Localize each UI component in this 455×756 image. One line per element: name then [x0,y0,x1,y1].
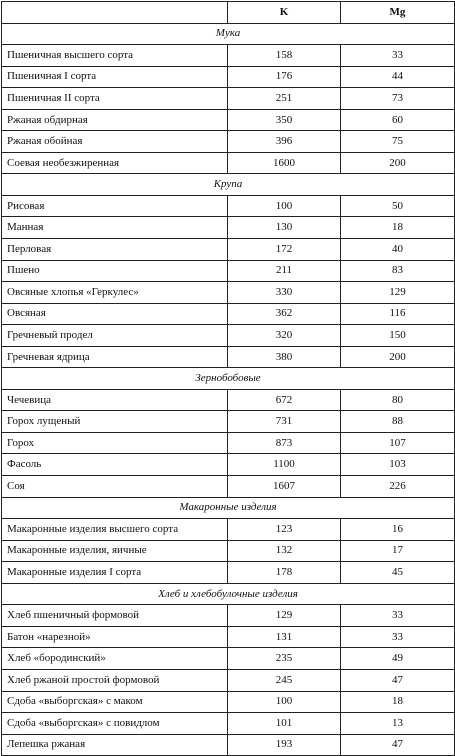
potassium-cell: 123 [228,519,341,541]
potassium-cell: 132 [228,540,341,562]
table-row [2,260,455,282]
product-name-cell: Батон «нарезной» [2,626,228,648]
product-name-cell: Пшеничная высшего сорта [2,45,228,67]
product-name-cell: Пшено [2,260,228,282]
potassium-cell: 251 [228,88,341,110]
product-name-cell: Сдоба «выборгская» с повидлом [2,713,228,735]
magnesium-cell: 150 [341,325,455,347]
product-name-cell: Рисовая [2,195,228,217]
magnesium-cell: 103 [341,454,455,476]
section-row [2,23,455,45]
potassium-cell: 129 [228,605,341,627]
table-row [2,325,455,347]
magnesium-cell: 16 [341,519,455,541]
table-body [2,23,455,756]
table-row [2,648,455,670]
magnesium-cell: 50 [341,195,455,217]
table-row [2,109,455,131]
magnesium-cell: 33 [341,45,455,67]
section-row [2,368,455,390]
magnesium-cell: 47 [341,734,455,756]
potassium-cell: 211 [228,260,341,282]
table-row [2,66,455,88]
potassium-cell: 1607 [228,476,341,498]
product-name-cell: Макаронные изделия, яичные [2,540,228,562]
table-row [2,454,455,476]
product-name-cell: Макаронные изделия высшего сорта [2,519,228,541]
table-row [2,131,455,153]
potassium-cell: 731 [228,411,341,433]
magnesium-cell: 13 [341,713,455,735]
magnesium-cell: 107 [341,432,455,454]
product-name-cell: Горох лущеный [2,411,228,433]
potassium-cell: 176 [228,66,341,88]
product-name-cell: Соевая необезжиренная [2,152,228,174]
product-name-cell: Хлеб «бородинский» [2,648,228,670]
potassium-cell: 100 [228,691,341,713]
section-row [2,583,455,605]
table-row [2,605,455,627]
section-row [2,174,455,196]
product-name-cell: Макаронные изделия I сорта [2,562,228,584]
product-name-cell: Манная [2,217,228,239]
table-row [2,432,455,454]
magnesium-cell: 18 [341,691,455,713]
magnesium-cell: 83 [341,260,455,282]
table-row [2,389,455,411]
table-row [2,626,455,648]
potassium-cell: 350 [228,109,341,131]
magnesium-cell: 200 [341,152,455,174]
potassium-cell: 1100 [228,454,341,476]
potassium-cell: 873 [228,432,341,454]
table-row [2,691,455,713]
magnesium-cell: 17 [341,540,455,562]
magnesium-cell: 116 [341,303,455,325]
potassium-cell: 380 [228,346,341,368]
product-name-cell: Хлеб пшеничный формовой [2,605,228,627]
magnesium-cell: 80 [341,389,455,411]
table-row [2,282,455,304]
magnesium-cell: 33 [341,605,455,627]
table-row [2,411,455,433]
potassium-cell: 172 [228,239,341,261]
magnesium-cell: 226 [341,476,455,498]
magnesium-cell: 45 [341,562,455,584]
product-name-cell: Ржаная обдирная [2,109,228,131]
magnesium-cell: 47 [341,669,455,691]
product-name-cell: Хлеб ржаной простой формовой [2,669,228,691]
potassium-cell: 101 [228,713,341,735]
product-name-cell: Сдоба «выборгская» с маком [2,691,228,713]
magnesium-cell: 129 [341,282,455,304]
header-potassium: K [228,2,341,24]
section-title: Макаронные изделия [2,497,455,519]
magnesium-cell: 18 [341,217,455,239]
table-row [2,519,455,541]
table-row [2,303,455,325]
section-row [2,497,455,519]
table-row [2,45,455,67]
potassium-cell: 320 [228,325,341,347]
potassium-cell: 130 [228,217,341,239]
product-name-cell: Овсяные хлопья «Геркулес» [2,282,228,304]
table-row [2,346,455,368]
magnesium-cell: 200 [341,346,455,368]
product-name-cell: Ржаная обойная [2,131,228,153]
potassium-cell: 178 [228,562,341,584]
header-product [2,2,228,24]
potassium-cell: 131 [228,626,341,648]
section-title: Хлеб и хлебобулочные изделия [2,583,455,605]
product-name-cell: Соя [2,476,228,498]
potassium-cell: 193 [228,734,341,756]
header-row [2,2,455,24]
table-row [2,734,455,756]
potassium-cell: 330 [228,282,341,304]
table-row [2,239,455,261]
potassium-cell: 672 [228,389,341,411]
magnesium-cell: 49 [341,648,455,670]
product-name-cell: Горох [2,432,228,454]
table-row [2,540,455,562]
table-row [2,217,455,239]
potassium-cell: 245 [228,669,341,691]
potassium-cell: 396 [228,131,341,153]
nutrient-table [1,1,455,756]
table-row [2,88,455,110]
magnesium-cell: 73 [341,88,455,110]
potassium-cell: 235 [228,648,341,670]
product-name-cell: Фасоль [2,454,228,476]
product-name-cell: Гречневый продел [2,325,228,347]
magnesium-cell: 40 [341,239,455,261]
magnesium-cell: 33 [341,626,455,648]
product-name-cell: Гречневая ядрица [2,346,228,368]
product-name-cell: Овсяная [2,303,228,325]
product-name-cell: Пшеничная I сорта [2,66,228,88]
potassium-cell: 1600 [228,152,341,174]
section-title: Крупа [2,174,455,196]
section-title: Зернобобовые [2,368,455,390]
magnesium-cell: 44 [341,66,455,88]
magnesium-cell: 75 [341,131,455,153]
potassium-cell: 158 [228,45,341,67]
product-name-cell: Лепешка ржаная [2,734,228,756]
table-row [2,713,455,735]
product-name-cell: Пшеничная II сорта [2,88,228,110]
header-magnesium: Mg [341,2,455,24]
section-title: Мука [2,23,455,45]
product-name-cell: Перловая [2,239,228,261]
table-row [2,562,455,584]
potassium-cell: 100 [228,195,341,217]
potassium-cell: 362 [228,303,341,325]
table-row [2,195,455,217]
magnesium-cell: 88 [341,411,455,433]
product-name-cell: Чечевица [2,389,228,411]
table-row [2,152,455,174]
magnesium-cell: 60 [341,109,455,131]
table-row [2,669,455,691]
table-row [2,476,455,498]
